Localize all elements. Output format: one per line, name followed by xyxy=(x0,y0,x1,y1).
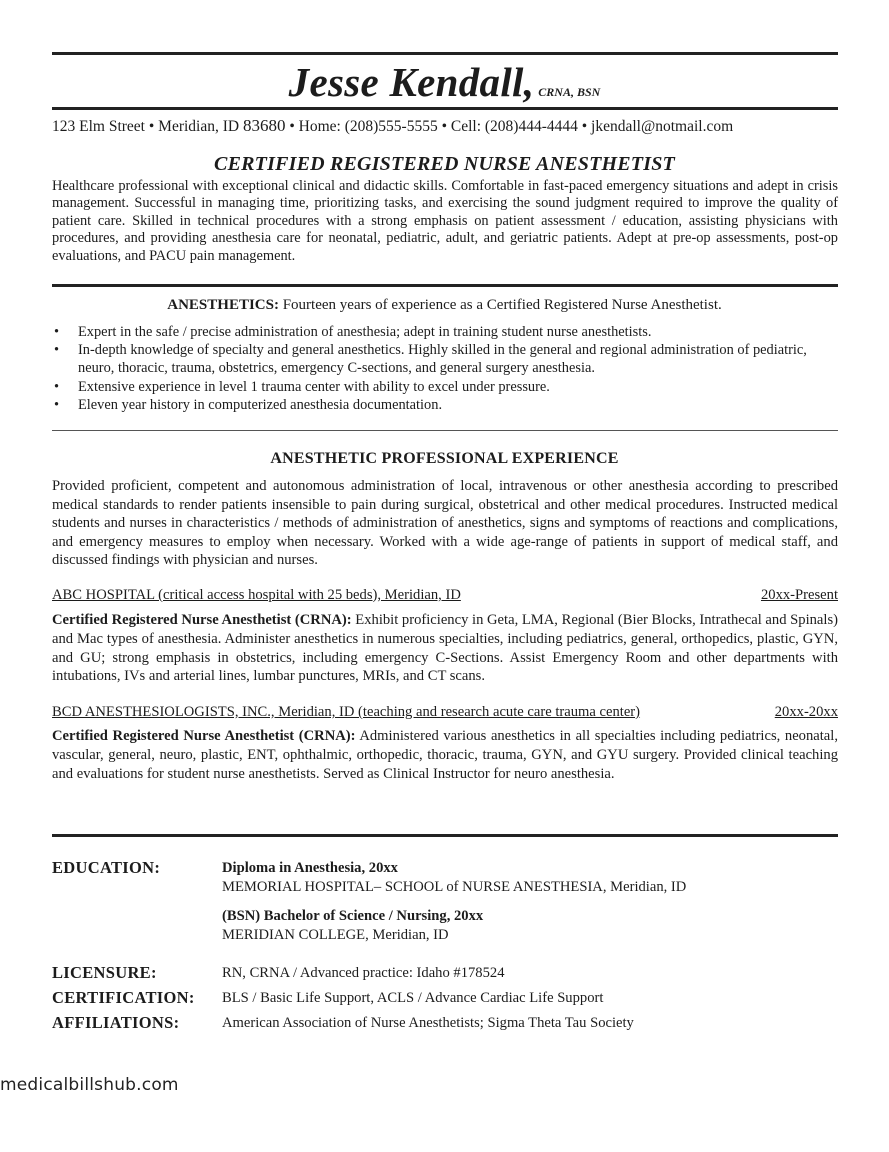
degree-2: (BSN) Bachelor of Science / Nursing, 20xx xyxy=(222,908,484,924)
anesthetics-bullets xyxy=(52,323,838,414)
job-description-bcd xyxy=(52,727,838,783)
education-block-1 xyxy=(222,859,686,897)
job-dates: 20xx-20xx xyxy=(774,704,838,720)
job-role: Certified Registered Nurse Anesthetist (CRNA): xyxy=(52,612,352,628)
experience-intro-text: Provided proficient, competent and autonomous administration of local, intravenous or other anesthesia according to prescribed medical standards to render patients insensible to pain during surgical, obstetrical and other medical procedures. Instructed medical students and nurses in characteristics / methods of administration of anesthetics, signs and symptoms of reactions and complications, and emergency measures to employ when necessary. Worked with a wide age-range of patients in support of medical staff, and discussed findings with physician and nurses. xyxy=(52,478,838,569)
licensure-text: RN, CRNA / Advanced practice: Idaho #178524 xyxy=(222,965,505,981)
affiliations-text: American Association of Nurse Anesthetists; Sigma Theta Tau Society xyxy=(222,1015,634,1031)
education-block-2 xyxy=(222,907,483,945)
anesthetics-line xyxy=(0,297,889,314)
candidate-name: Jesse Kendall, xyxy=(288,59,535,105)
job-desc-text: Administered various anesthetics in all specialties including pediatrics, neonatal, vascular, general, neuro, plastic, ENT, ophthalmic, orthopedic, thoracic, trauma, GYN, and GYU surgery. Provided clinical teaching and evaluations for student nurse anesthetists. Served as Clinical Instructor for neuro anesthesia. xyxy=(52,728,838,782)
summary-title: CERTIFIED REGISTERED NURSE ANESTHETIST xyxy=(214,153,675,175)
certification-text: BLS / Basic Life Support, ACLS / Advance Cardiac Life Support xyxy=(222,990,604,1006)
bullet-item: • Extensive experience in level 1 trauma center with ability to excel under pressure. xyxy=(54,378,550,395)
watermark-text: medicalbillshub.com xyxy=(0,1075,179,1095)
job-header-bcd xyxy=(52,704,838,721)
job-org: ABC HOSPITAL (critical access hospital with 25 beds), Meridian, ID xyxy=(52,587,461,603)
experience-intro xyxy=(52,477,838,570)
affiliations-label: AFFILIATIONS: xyxy=(52,1013,180,1032)
name-rule xyxy=(52,107,838,110)
bullet-item: • In-depth knowledge of specialty and general anesthetics. Highly skilled in the general and regional administration of pediatric, neuro, thoracic, trauma, obstetrics, emergency C-sections, and general surgery anesthesia. xyxy=(54,342,807,377)
job-dates: 20xx-Present xyxy=(760,587,838,603)
contact-line xyxy=(52,116,842,136)
job-header-abc xyxy=(52,587,838,604)
summary-text: Healthcare professional with exceptional clinical and didactic skills. Comfortable in fast-paced emergency situations and adept in crisis management. Successful in managing time, prioritizing tasks, and exercising the sound judgment required to improve the quality of patient care. Skilled in technical procedures with a strong emphasis on patient assessment / education, assisting physicians with procedures, and providing anesthesia care for neonatal, pediatric, adult, and geriatric patients. Adept at pre-op assessments, post-op evaluations, and PACU pain management. xyxy=(52,178,838,264)
education-label: EDUCATION: xyxy=(52,858,161,877)
anesthetics-rule xyxy=(52,430,838,431)
summary-paragraph xyxy=(52,178,838,265)
name-header xyxy=(0,58,889,106)
summary-rule xyxy=(52,284,838,287)
degree-1: Diploma in Anesthesia, 20xx xyxy=(222,860,398,876)
zip-code: 83680 xyxy=(242,116,286,135)
anesthetics-text: Fourteen years of experience as a Certified Registered Nurse Anesthetist. xyxy=(278,297,722,313)
certification-label: CERTIFICATION: xyxy=(52,988,195,1007)
top-rule xyxy=(52,52,838,55)
job-org: BCD ANESTHESIOLOGISTS, INC., Meridian, ID (teaching and research acute care trauma center) xyxy=(52,704,641,720)
bullet-item: • Eleven year history in computerized anesthesia documentation. xyxy=(54,396,443,413)
school-2: MERIDIAN COLLEGE, Meridian, ID xyxy=(222,927,449,943)
bullet-item: • Expert in the safe / precise administration of anesthesia; adept in training student nurse anesthetists. xyxy=(54,324,652,340)
job-role: Certified Registered Nurse Anesthetist (CRNA): xyxy=(52,728,356,744)
phones-email: • Home: (208)555-5555 • Cell: (208)444-4444 • jkendall@notmail.com xyxy=(285,118,734,135)
job-description-abc xyxy=(52,611,838,686)
anesthetics-label: ANESTHETICS: xyxy=(167,297,279,313)
experience-title: ANESTHETIC PROFESSIONAL EXPERIENCE xyxy=(270,450,619,467)
licensure-label: LICENSURE: xyxy=(52,963,157,982)
candidate-credentials: CRNA, BSN xyxy=(538,85,601,99)
school-1: MEMORIAL HOSPITAL– SCHOOL of NURSE ANESTHESIA, Meridian, ID xyxy=(222,879,687,895)
experience-rule xyxy=(52,834,838,837)
address: 123 Elm Street • Meridian, ID xyxy=(52,118,243,135)
job-desc-text: Exhibit proficiency in Geta, LMA, Regional (Bier Blocks, Intrathecal and Spinals) and Mac types of anesthesia. Administer anesthetics in numerous specialties, including pediatrics, general, orthopedics, plastic, GYN, and GU; strong emphasis in obstetrics, including emergency C-Sections. Assist Emergency Room and other departments with intubations, IVs and arterial lines, lumbar punctures, MRIs, and CT scans. xyxy=(52,612,838,685)
